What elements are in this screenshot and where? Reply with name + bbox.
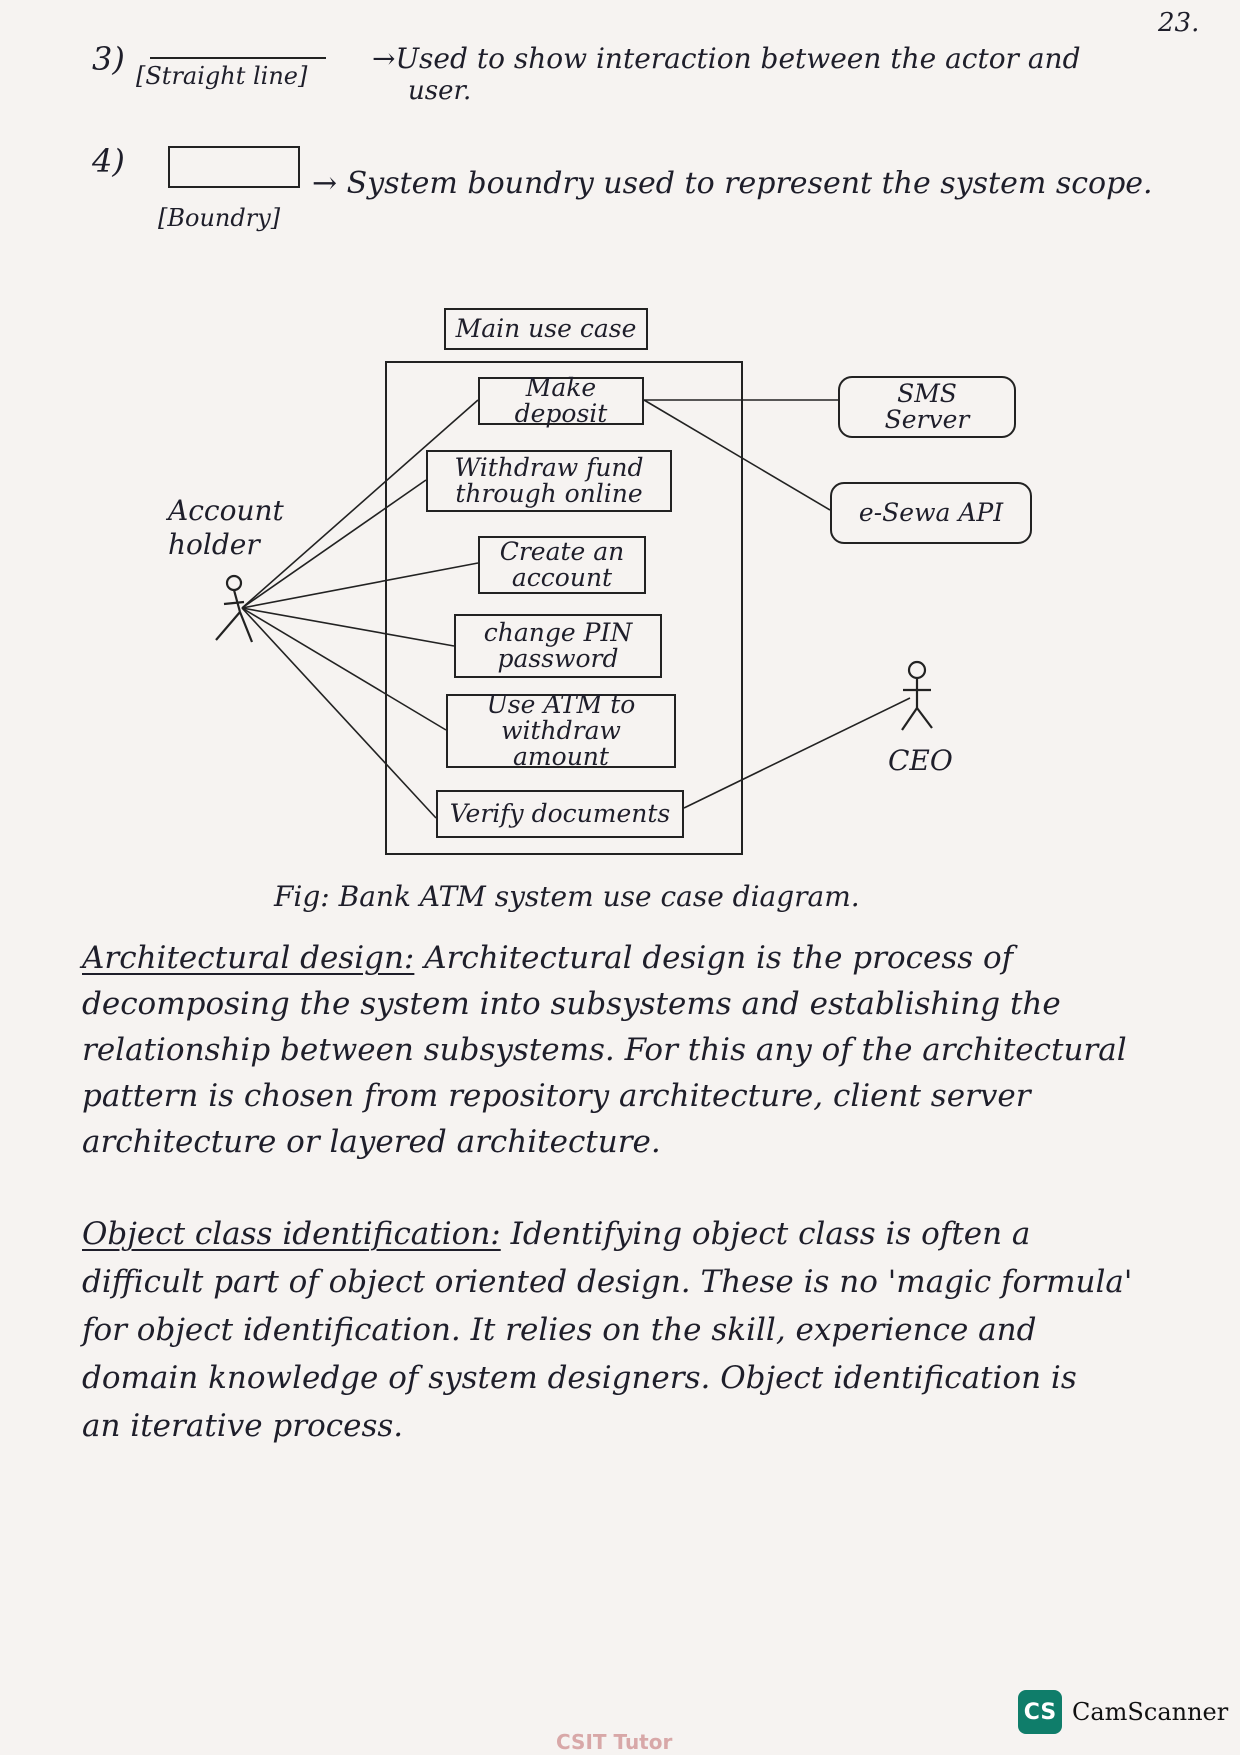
ceo-figure [902,662,932,730]
use-case-create-account: Create an account [478,536,646,594]
account-holder-label: Account holder [168,494,284,561]
item-3-number: 3) [92,40,125,78]
architectural-line-4: pattern is chosen from repository architecture, client server [82,1078,1031,1114]
page-number: 23. [1158,8,1200,38]
object-line-1 [82,1212,1030,1256]
item-4-number: 4) [92,142,125,180]
object-heading: Object class identification: [82,1216,501,1252]
use-case-withdraw-online: Withdraw fund through online [426,450,672,512]
ceo-label: CEO [888,744,953,777]
diagram-title: Main use case [444,308,648,350]
architectural-line-5: architecture or layered architecture. [82,1124,661,1160]
use-case-use-atm: Use ATM to withdraw amount [446,694,676,768]
architectural-text-0: Architectural design is the process of [414,940,1014,976]
object-text-0: Identifying object class is often a [500,1216,1031,1252]
camscanner-brand: CamScanner [1072,1698,1229,1726]
straight-line-label: [Straight line] [136,62,308,90]
csit-tutor-watermark: CSIT Tutor [556,1730,673,1754]
object-line-2: difficult part of object oriented design. These is no 'magic formula' [82,1264,1133,1300]
camscanner-logo-icon: CS [1018,1690,1062,1734]
architectural-line-1 [82,936,1013,980]
use-case-change-pin: change PIN password [454,614,662,678]
boundary-label: [Boundry] [158,204,281,232]
esewa-api: e-Sewa API [830,482,1032,544]
item-3-text-line1: →Used to show interaction between the actor and [372,42,1081,75]
item-4-text: → System boundry used to represent the system scope. [312,166,1153,201]
architectural-line-3: relationship between subsystems. For this any of the architectural [82,1032,1127,1068]
sms-server: SMS Server [838,376,1016,438]
architectural-heading: Architectural design: [82,940,415,976]
item-3-text-line2: user. [408,76,472,106]
object-line-4: domain knowledge of system designers. Object identification is [82,1360,1077,1396]
figure-caption: Fig: Bank ATM system use case diagram. [274,880,860,913]
object-line-5: an iterative process. [82,1408,404,1444]
use-case-verify-documents: Verify documents [436,790,684,838]
use-case-make-deposit: Make deposit [478,377,644,425]
system-boundary [386,362,742,854]
architectural-line-2: decomposing the system into subsystems and establishing the [82,986,1061,1022]
object-line-3: for object identification. It relies on the skill, experience and [82,1312,1037,1348]
